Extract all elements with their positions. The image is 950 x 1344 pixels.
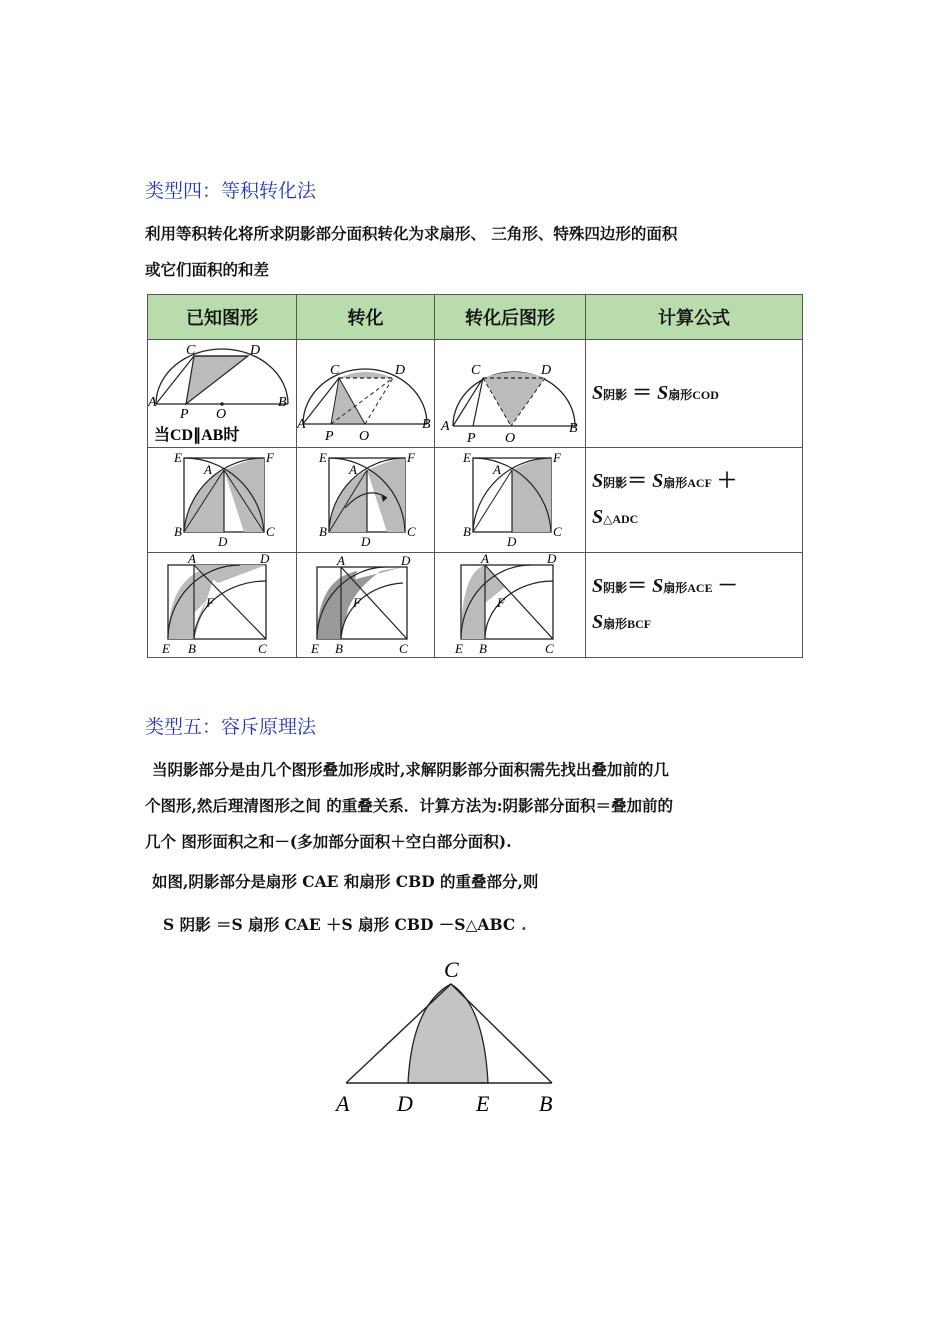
svg-text:C: C — [258, 641, 267, 656]
svg-text:B: B — [569, 421, 578, 436]
row3-known-figure — [148, 553, 297, 658]
svg-text:A: A — [148, 395, 157, 410]
svg-text:C: C — [545, 641, 554, 656]
svg-text:B: B — [463, 524, 471, 539]
label-E: E — [476, 1091, 490, 1116]
conversion-table — [147, 294, 803, 658]
svg-text:C: C — [399, 641, 408, 656]
svg-text:A: A — [188, 553, 196, 566]
svg-text:E: E — [174, 450, 182, 465]
header-formula: 计算公式 — [586, 295, 803, 340]
section5-formula: S 阴影 ＝S 扇形 CAE ＋S 扇形 CBD －S△ABC . — [163, 915, 527, 934]
svg-text:D: D — [361, 534, 371, 549]
svg-text:E: E — [319, 450, 327, 465]
svg-text:A: A — [337, 553, 345, 568]
svg-text:C: C — [407, 524, 416, 539]
header-result: 转化后图形 — [435, 295, 586, 340]
svg-text:F: F — [497, 595, 505, 610]
svg-text:C: C — [553, 524, 562, 539]
svg-text:F: F — [353, 595, 361, 610]
svg-text:D: D — [218, 534, 228, 549]
table-row — [148, 553, 803, 658]
svg-text:B: B — [319, 524, 327, 539]
header-known: 已知图形 — [148, 295, 297, 340]
label-D: D — [397, 1091, 413, 1116]
svg-text:O: O — [359, 429, 370, 444]
svg-text:D: D — [507, 534, 517, 549]
section5-title: 类型五：容斥原理法 — [145, 716, 317, 738]
row3-formula: S阴影＝ S扇形ACE － S扇形BCF — [586, 553, 803, 658]
row1-result-figure — [435, 340, 586, 448]
svg-text:C: C — [186, 343, 196, 358]
row2-formula: S阴影＝ S扇形ACF ＋ S△ADC — [586, 448, 803, 553]
row3-result-figure — [435, 553, 586, 658]
svg-text:E: E — [311, 641, 319, 656]
svg-text:P: P — [467, 431, 476, 446]
svg-text:P: P — [180, 407, 189, 422]
row2-convert-figure — [297, 448, 435, 553]
row1-known-figure — [148, 340, 297, 448]
svg-text:D: D — [541, 363, 552, 378]
section4-desc-2: 或它们面积的和差 — [145, 260, 270, 279]
svg-text:F: F — [206, 595, 214, 610]
row2-known-figure — [148, 448, 297, 553]
row3-convert-figure — [297, 553, 435, 658]
table-row — [148, 340, 803, 448]
svg-text:B: B — [174, 524, 182, 539]
label-C: C — [444, 957, 459, 982]
section5-para-3: 几个 图形面积之和－(多加部分面积＋空白部分面积). — [145, 832, 512, 851]
svg-text:E: E — [455, 641, 463, 656]
svg-text:C: C — [266, 524, 275, 539]
row2-result-figure — [435, 448, 586, 553]
svg-text:A: A — [204, 462, 212, 477]
section4-title: 类型四：等积转化法 — [145, 180, 317, 202]
svg-text:D: D — [395, 363, 406, 378]
svg-text:F: F — [407, 450, 415, 465]
header-convert: 转化 — [297, 295, 435, 340]
svg-text:B: B — [479, 641, 487, 656]
svg-text:B: B — [422, 417, 431, 432]
svg-text:P: P — [325, 429, 334, 444]
svg-text:B: B — [335, 641, 343, 656]
svg-text:D: D — [547, 553, 557, 566]
svg-text:F: F — [266, 450, 274, 465]
svg-text:B: B — [278, 395, 287, 410]
svg-text:C: C — [330, 363, 340, 378]
label-A: A — [336, 1091, 350, 1116]
svg-text:D: D — [250, 343, 261, 358]
svg-text:E: E — [463, 450, 471, 465]
svg-text:A: A — [481, 553, 489, 566]
row1-convert-figure — [297, 340, 435, 448]
overlap-figure — [330, 955, 570, 1125]
section4-desc-1: 利用等积转化将所求阴影部分面积转化为求扇形、 三角形、特殊四边形的面积 — [145, 224, 678, 243]
svg-text:A: A — [441, 419, 450, 434]
svg-text:F: F — [553, 450, 561, 465]
section5-para-4: 如图,阴影部分是扇形 CAE 和扇形 CBD 的重叠部分,则 — [152, 872, 539, 891]
svg-text:A: A — [493, 462, 501, 477]
section5-para-1: 当阴影部分是由几个图形叠加形成时,求解阴影部分面积需先找出叠加前的几 — [152, 760, 669, 779]
svg-text:A: A — [297, 417, 306, 432]
label-B: B — [539, 1091, 553, 1116]
svg-text:E: E — [162, 641, 170, 656]
svg-text:A: A — [349, 462, 357, 477]
table-row — [148, 448, 803, 553]
svg-text:O: O — [216, 407, 227, 422]
row1-condition: 当CD∥AB时 — [154, 427, 240, 444]
svg-text:B: B — [188, 641, 196, 656]
table-header-row — [148, 295, 803, 340]
svg-text:C: C — [471, 363, 481, 378]
svg-text:D: D — [260, 553, 270, 566]
row1-formula: S阴影 ＝ S扇形COD — [586, 340, 803, 448]
section5-para-2: 个图形,然后理清图形之间 的重叠关系．计算方法为:阴影部分面积＝叠加前的 — [145, 796, 674, 815]
svg-text:O: O — [505, 431, 516, 446]
svg-text:D: D — [401, 553, 411, 568]
